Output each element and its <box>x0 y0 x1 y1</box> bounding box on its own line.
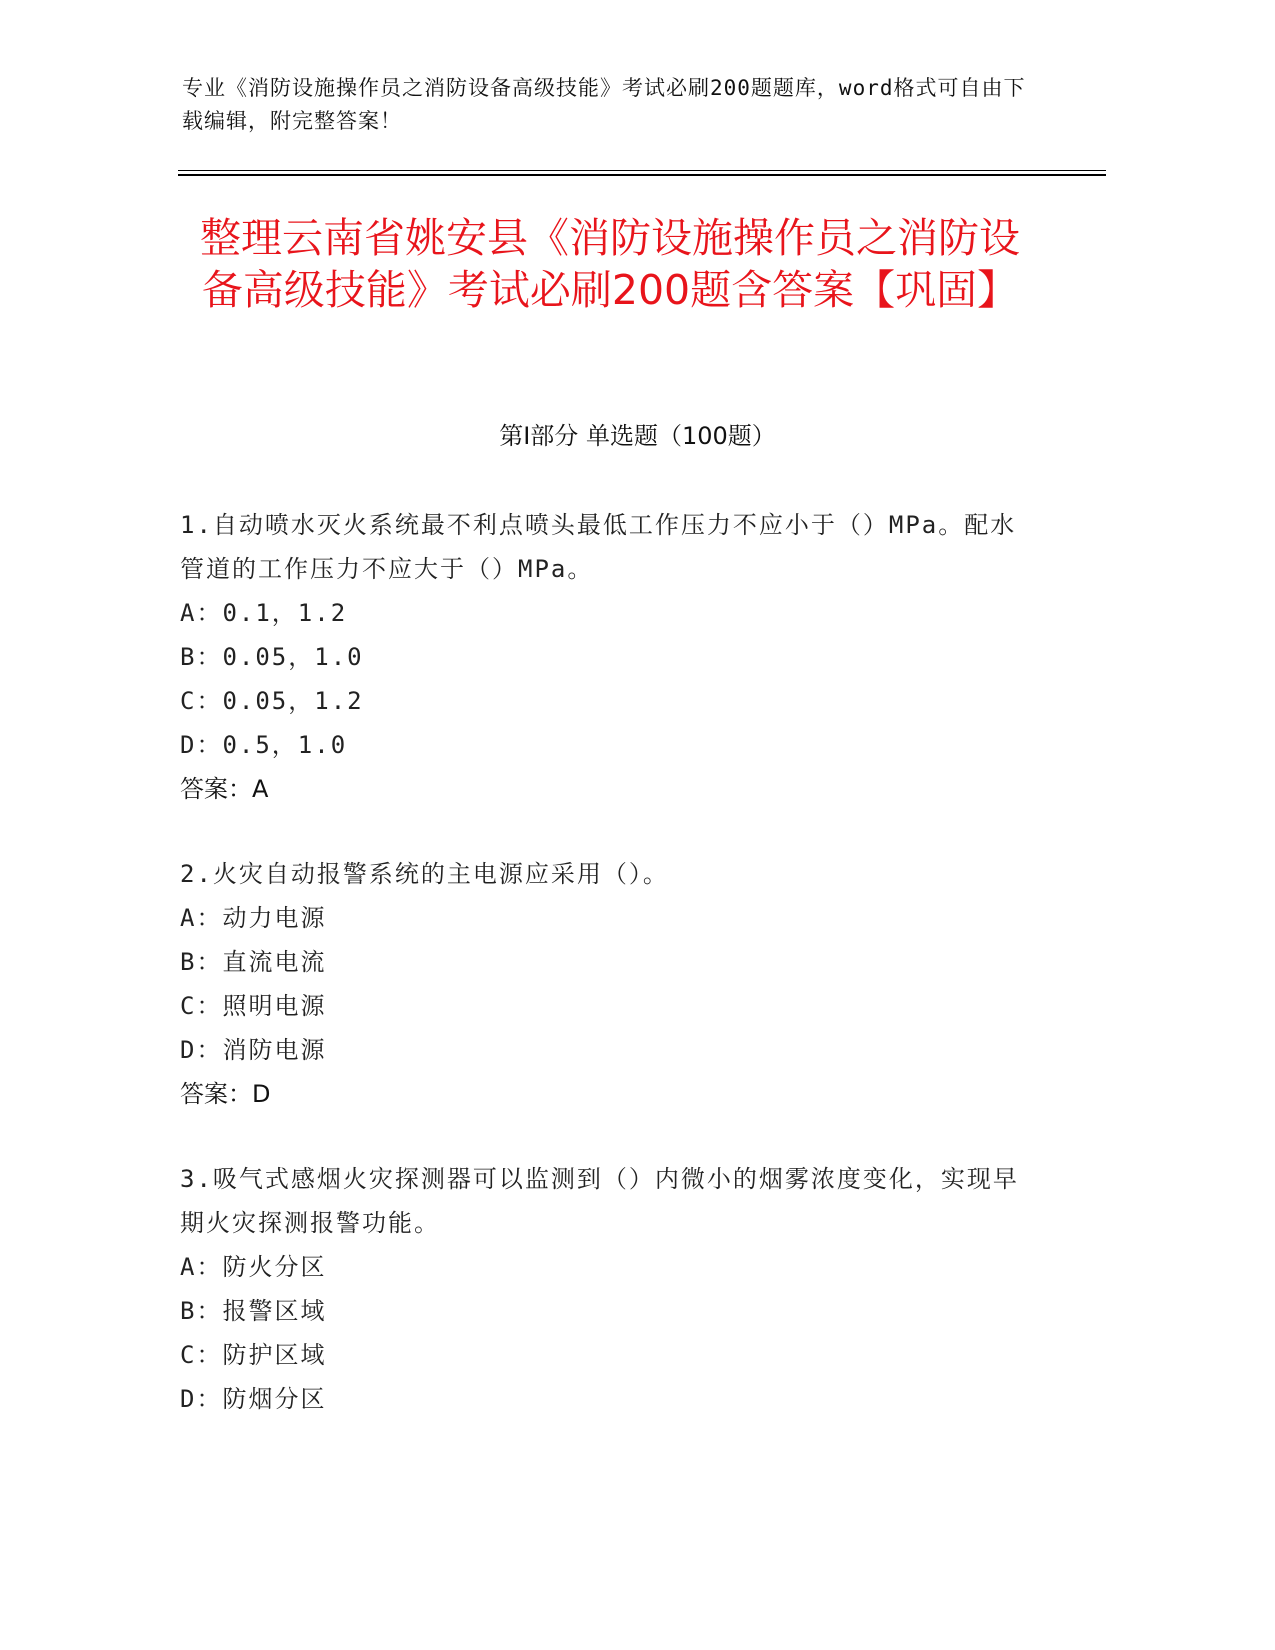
option-d <box>180 1377 1040 1421</box>
option-text: 报警区域 <box>222 1297 327 1325</box>
option-letter: B： <box>180 643 223 671</box>
option-letter: B： <box>180 1297 223 1325</box>
option-letter: B： <box>180 948 223 976</box>
option-b <box>180 635 1040 679</box>
option-text: 照明电源 <box>222 992 327 1020</box>
option-b <box>180 1289 1040 1333</box>
question-3 <box>180 1157 1040 1421</box>
option-d <box>180 723 1040 767</box>
option-letter: A： <box>180 599 223 627</box>
question-stem: 2.火灾自动报警系统的主电源应采用（）。 <box>180 860 669 888</box>
option-c <box>180 984 1040 1028</box>
option-text: 防火分区 <box>222 1253 327 1281</box>
option-letter: C： <box>180 687 223 715</box>
option-letter: A： <box>180 904 223 932</box>
answer-line: 答案：D <box>180 1080 271 1108</box>
option-text: 防护区域 <box>222 1341 327 1369</box>
option-text: 0.05，1.0 <box>222 643 364 671</box>
option-letter: D： <box>180 731 223 759</box>
answer-line: 答案：A <box>180 775 269 803</box>
question-1 <box>180 503 1040 811</box>
option-text: 0.05，1.2 <box>222 687 364 715</box>
option-text: 0.1，1.2 <box>222 599 348 627</box>
option-c <box>180 679 1040 723</box>
header-rule-thick <box>178 174 1106 176</box>
question-2 <box>180 852 1040 1116</box>
option-text: 0.5，1.0 <box>222 731 348 759</box>
option-c <box>180 1333 1040 1377</box>
option-letter: D： <box>180 1036 223 1064</box>
question-stem: 1.自动喷水灭火系统最不利点喷头最低工作压力不应小于（）MPa。配水管道的工作压力不应大于（）MPa。 <box>180 511 1017 583</box>
header-rule-thin <box>178 170 1106 171</box>
option-a <box>180 1245 1040 1289</box>
option-a <box>180 591 1040 635</box>
option-letter: C： <box>180 1341 223 1369</box>
option-letter: C： <box>180 992 223 1020</box>
document-title: 整理云南省姚安县《消防设施操作员之消防设备高级技能》考试必刷200题含答案【巩固】 <box>200 214 1020 314</box>
option-d <box>180 1028 1040 1072</box>
option-letter: D： <box>180 1385 223 1413</box>
question-stem: 3.吸气式感烟火灾探测器可以监测到（）内微小的烟雾浓度变化，实现早期火灾探测报警功能。 <box>180 1165 1019 1237</box>
option-letter: A： <box>180 1253 223 1281</box>
option-text: 消防电源 <box>222 1036 327 1064</box>
option-text: 防烟分区 <box>222 1385 327 1413</box>
option-b <box>180 940 1040 984</box>
option-text: 直流电流 <box>222 948 327 976</box>
option-text: 动力电源 <box>222 904 327 932</box>
header-note: 专业《消防设施操作员之消防设备高级技能》考试必刷200题题库，word格式可自由下载编辑，附完整答案！ <box>182 76 1026 133</box>
section-heading: 第Ⅰ部分 单选题（100题） <box>499 422 776 450</box>
option-a <box>180 896 1040 940</box>
